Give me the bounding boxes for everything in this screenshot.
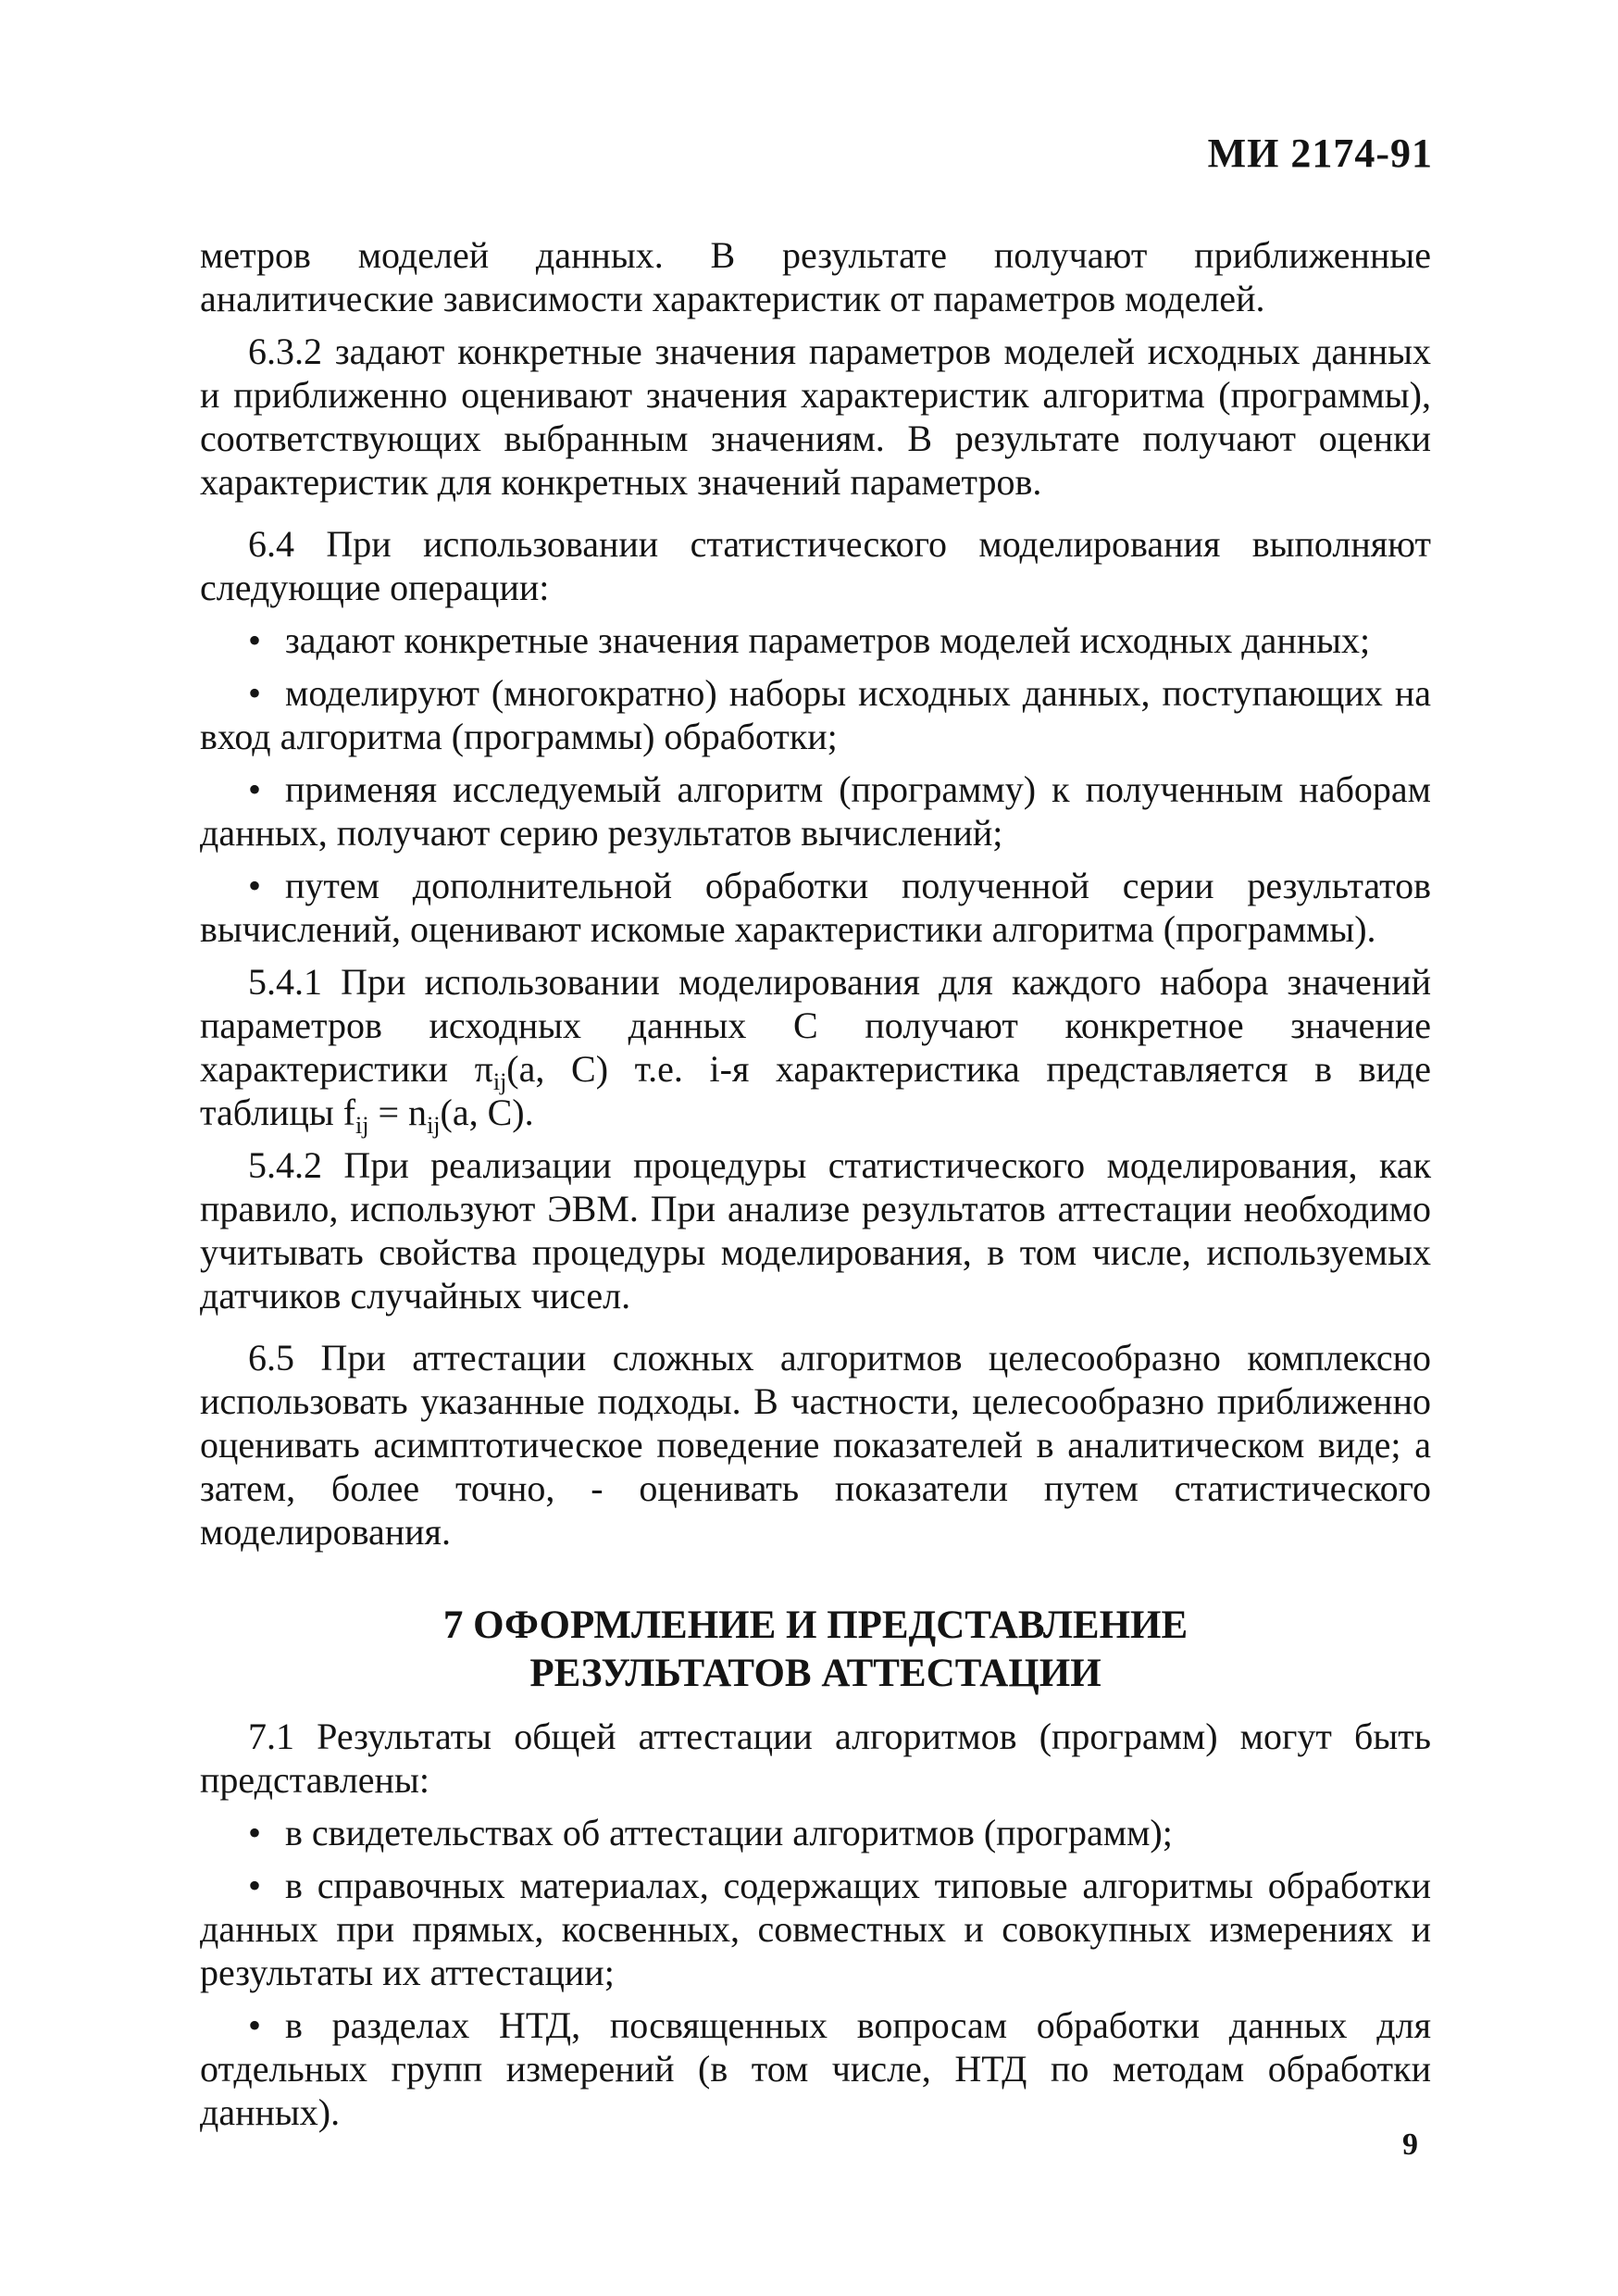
page-number: 9 xyxy=(1402,2128,1418,2162)
paragraph-continuation: метров моделей данных. В результате получают приближенные аналитические зависимости характеристик от параметров моделей. xyxy=(200,234,1431,319)
list-item-text: применяя исследуемый алгоритм (программу) к полученным наборам данных, получают серию результатов вычислений; xyxy=(200,768,1431,854)
document-code: МИ 2174-91 xyxy=(1207,131,1433,176)
bullet-icon: • xyxy=(248,865,262,906)
list-item xyxy=(200,1811,1431,1854)
section-heading-line-1: 7 ОФОРМЛЕНИЕ И ПРЕДСТАВЛЕНИЕ xyxy=(442,1603,1189,1647)
paragraph-7-1: 7.1 Результаты общей аттестации алгоритмов (программ) могут быть представлены: xyxy=(200,1716,1431,1801)
list-item xyxy=(200,2003,1431,2134)
list-item-text: в справочных материалах, содержащих типовые алгоритмы обработки данных при прямых, косвенных, совместных и совокупных измерениях и результаты их аттестации; xyxy=(200,1865,1431,1993)
list-item xyxy=(200,767,1431,855)
list-item xyxy=(200,618,1431,662)
list-item-text: в свидетельствах об аттестации алгоритмов (программ); xyxy=(285,1812,1173,1853)
bullet-icon: • xyxy=(248,1865,262,1906)
bullet-icon: • xyxy=(248,768,262,810)
list-item xyxy=(200,864,1431,951)
bullet-icon: • xyxy=(248,672,262,714)
paragraph-5-4-2: 5.4.2 При реализации процедуры статистического моделирования, как правило, используют ЭВМ. При анализе результатов аттестации необходимо учитывать свойства процедуры моделирования, в том числе, используемых датчиков случайных чисел. xyxy=(200,1144,1431,1316)
paragraph-6-5: 6.5 При аттестации сложных алгоритмов целесообразно комплексно использовать указанные подходы. В частности, целесообразно приближенно оценивать асимптотическое поведение показателей в аналитическом виде; а затем, более точно, - оценивать показатели путем статистического моделирования. xyxy=(200,1337,1431,1553)
paragraph-6-4: 6.4 При использовании статистического моделирования выполняют следующие операции: xyxy=(200,523,1431,608)
bullet-icon: • xyxy=(248,1812,262,1853)
list-item xyxy=(200,1864,1431,1994)
bullet-icon: • xyxy=(248,2004,262,2046)
list-item-text: моделируют (многократно) наборы исходных данных, поступающих на вход алгоритма (программы) обработки; xyxy=(200,672,1431,757)
paragraph-5-4-1: 5.4.1 При использовании моделирования для каждого набора значений параметров исходных данных С получают конкретное значение характеристики $\pi_{ij}(a$, С) т.е. i-я характеристика представляется в виде таблицы $f_{ij} = n_{ij}(a$, C). xyxy=(200,961,1431,1139)
list-item-text: задают конкретные значения параметров моделей исходных данных; xyxy=(285,619,1371,661)
list-item xyxy=(200,671,1431,758)
body-text xyxy=(200,233,1431,2143)
section-heading xyxy=(200,1602,1431,1698)
list-item-text: в разделах НТД, посвященных вопросам обработки данных для отдельных групп измерений (в том числе, НТД по методам обработки данных). xyxy=(200,2004,1431,2133)
section-heading-line-2: РЕЗУЛЬТАТОВ АТТЕСТАЦИИ xyxy=(529,1652,1101,1695)
paragraph-6-3-2: 6.3.2 задают конкретные значения параметров моделей исходных данных и приближенно оценивают значения характеристик алгоритма (программы), соответствующих выбранным значениям. В результате получают оценки характеристик для конкретных значений параметров. xyxy=(200,331,1431,503)
list-item-text: путем дополнительной обработки полученной серии результатов вычислений, оценивают искомые характеристики алгоритма (программы). xyxy=(200,865,1431,950)
bullet-icon: • xyxy=(248,619,262,661)
